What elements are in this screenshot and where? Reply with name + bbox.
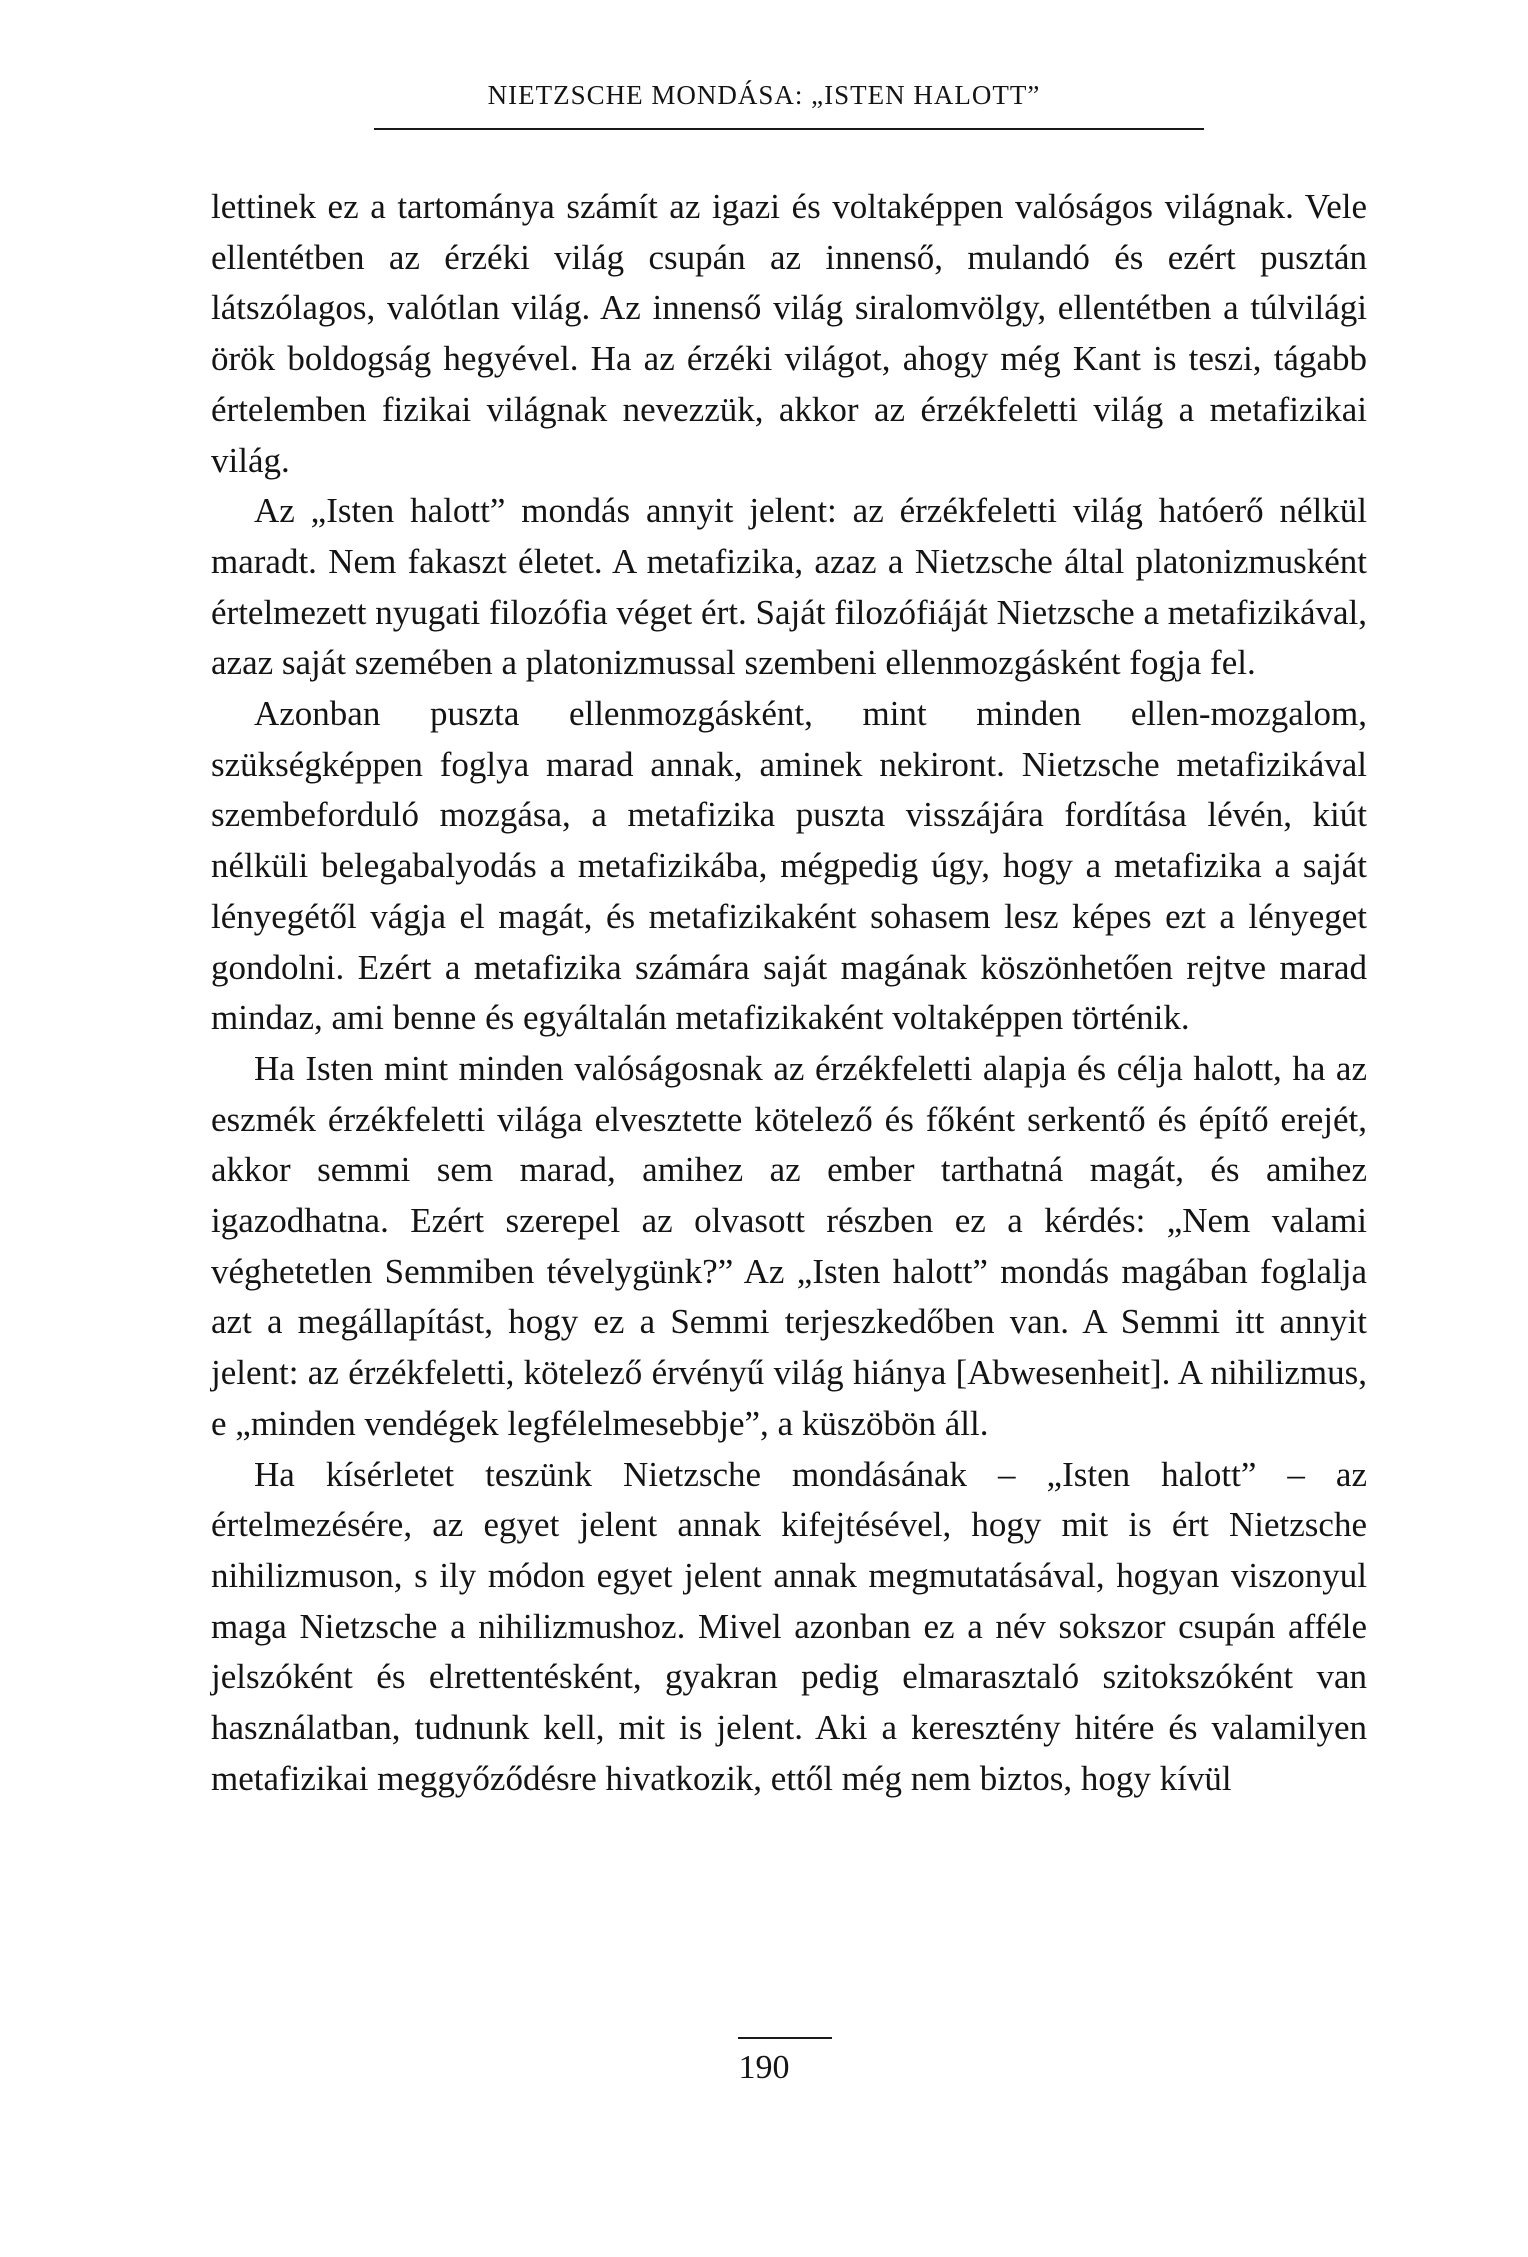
paragraph: lettinek ez a tartománya számít az igazi és voltaképpen valóságos világnak. Vele ellentétben az érzéki világ csupán az innenső, mulandó és ezért pusztán látszólagos, valótlan világ. Az innenső világ siralomvölgy, ellentétben a túlvilági örök boldogság hegyével. Ha az érzéki világot, ahogy még Kant is teszi, tágabb értelemben fizikai világnak nevezzük, akkor az érzékfeletti világ a metafizikai világ. [211,187,1367,480]
paragraph: Az „Isten halott” mondás annyit jelent: az érzékfeletti világ hatóerő nélkül maradt. Nem fakaszt életet. A metafizika, azaz a Nietzsche által platonizmusként értelmezett nyugati filozófia véget ért. Saját filozófiáját Nietzsche a metafizikával, azaz saját szemében a platonizmussal szembeni ellenmozgásként fogja fel. [211,491,1367,683]
running-header: NIETZSCHE MONDÁSA: „ISTEN HALOTT” [487,80,1041,110]
header-rule [374,128,1204,130]
paragraph: Azonban puszta ellenmozgásként, mint minden ellen-mozgalom, szükségképpen foglya marad annak, aminek nekiront. Nietzsche metafizikával szembeforduló mozgása, a metafizika puszta visszájára fordítása lévén, kiút nélküli belegabalyodás a metafizikába, mégpedig úgy, hogy a metafizika a saját lényegétől vágja el magát, és metafizikaként sohasem lesz képes ezt a lényeget gondolni. Ezért a metafizika számára saját magának köszönhetően rejtve marad mindaz, ami benne és egyáltalán metafizikaként voltaképpen történik. [211,694,1367,1038]
paragraph: Ha kísérletet teszünk Nietzsche mondásának – „Isten halott” – az értelmezésére, az egyet jelent annak kifejtésével, hogy mit is ért Nietzsche nihilizmuson, s ily módon egyet jelent annak megmutatásával, hogyan viszonyul maga Nietzsche a nihilizmushoz. Mivel azonban ez a név sokszor csupán afféle jelszóként és elrettentésként, gyakran pedig elmarasztaló szitokszóként van használatban, tudnunk kell, mit is jelent. Aki a keresztény hitére és valamilyen metafizikai meggyőződésre hivatkozik, ettől még nem biztos, hogy kívül [211,1454,1367,1798]
footer-rule [738,2037,832,2039]
paragraph: Ha Isten mint minden valóságosnak az érzékfeletti alapja és célja halott, ha az eszmék érzékfeletti világa elvesztette kötelező és főként serkentő és építő erejét, akkor semmi sem marad, amihez az ember tarthatná magát, és amihez igazodhatna. Ezért szerepel az olvasott részben ez a kérdés: „Nem valami véghetetlen Semmiben tévelygünk?” Az „Isten halott” mondás magában foglalja azt a megállapítást, hogy ez a Semmi terjeszkedőben van. A Semmi itt annyit jelent: az érzékfeletti, kötelező érvényű világ hiánya [Abwesenheit]. A nihilizmus, e „minden vendégek legfélelmesebbje”, a küszöbön áll. [211,1048,1367,1443]
page-number: 190 [738,2049,790,2086]
body-text [211,182,1367,1805]
